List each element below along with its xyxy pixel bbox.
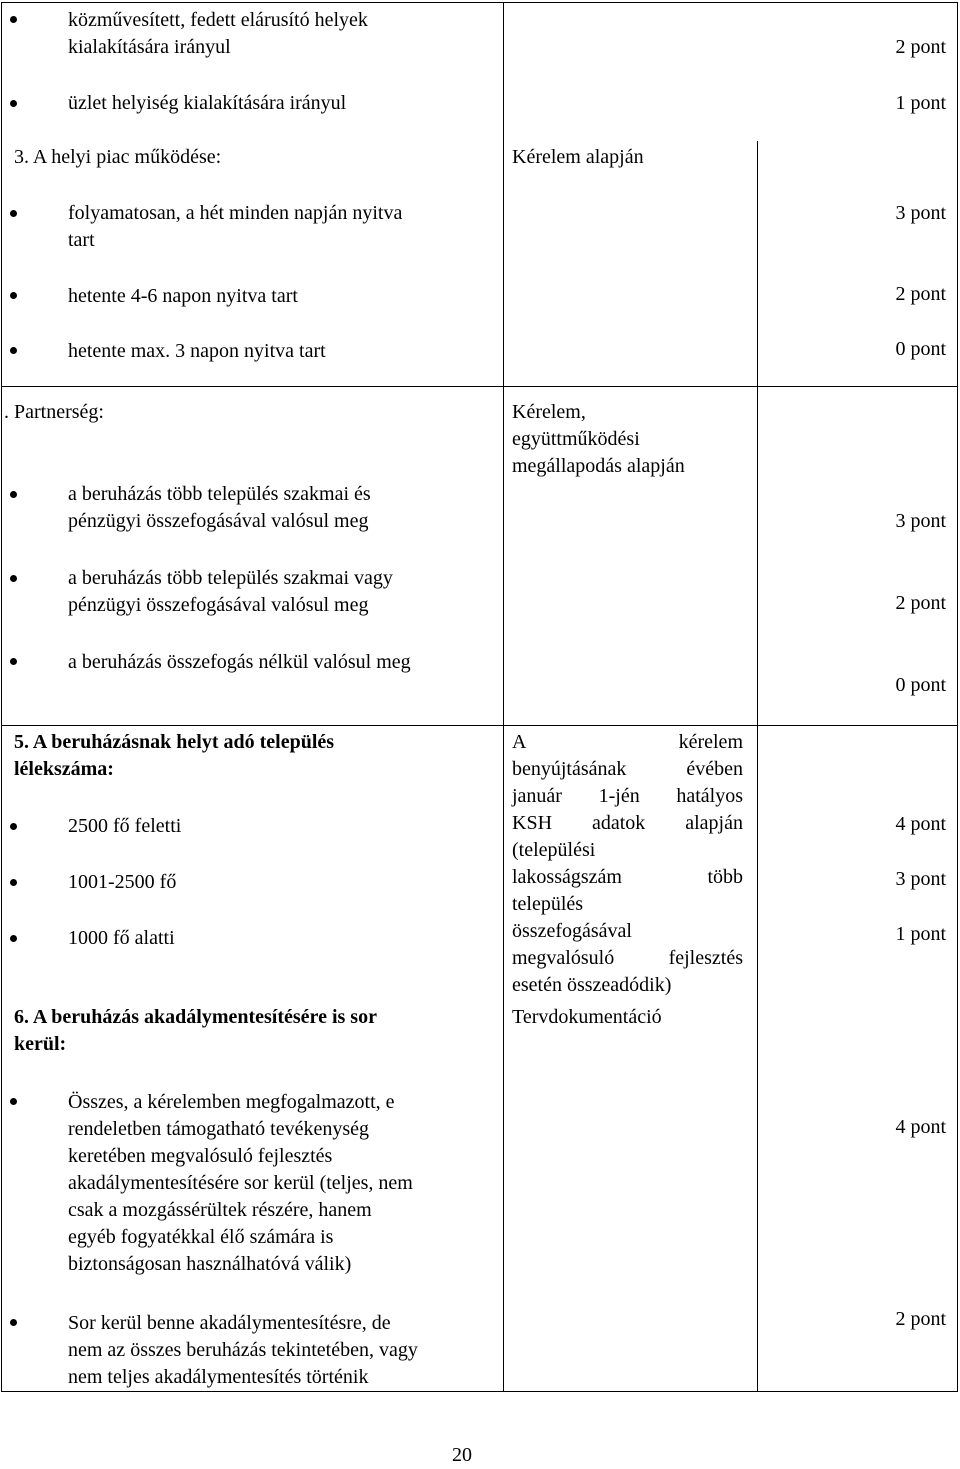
row-divider <box>1 725 958 726</box>
table-border-right <box>957 2 958 1392</box>
score-value: 0 pont <box>895 338 946 360</box>
score-value: 4 pont <box>895 813 946 835</box>
criterion-option: rendeletben támogatható tevékenység <box>68 1118 369 1140</box>
criterion-option: üzlet helyiség kialakítására irányul <box>68 92 347 114</box>
bullet-icon <box>10 823 17 830</box>
evaluation-method: esetén összeadódik) <box>512 974 672 996</box>
evaluation-method: Kérelem, <box>512 401 586 423</box>
score-value: 4 pont <box>895 1116 946 1138</box>
column-divider <box>503 2 504 1392</box>
evaluation-method: lakosságszám több <box>512 866 743 888</box>
score-value: 2 pont <box>895 283 946 305</box>
criterion-option: biztonságosan használhatóvá válik) <box>68 1253 352 1275</box>
evaluation-method: összefogásával <box>512 920 632 942</box>
table-border-top <box>1 2 958 3</box>
bullet-icon <box>10 491 17 498</box>
criterion-option: pénzügyi összefogásával valósul meg <box>68 594 369 616</box>
evaluation-method: megállapodás alapján <box>512 455 685 477</box>
table-border-left <box>1 2 2 1392</box>
criterion-option: 1000 fő alatti <box>68 927 175 949</box>
criterion-option: nem az összes beruházás tekintetében, vagy <box>68 1339 418 1361</box>
criterion-heading: lélekszáma: <box>14 758 114 780</box>
evaluation-method: megvalósuló fejlesztés <box>512 947 743 969</box>
criterion-option: pénzügyi összefogásával valósul meg <box>68 510 369 532</box>
criterion-heading: 6. A beruházás akadálymentesítésére is sor <box>14 1006 377 1028</box>
criterion-heading: . Partnerség: <box>4 401 104 423</box>
evaluation-method: település <box>512 893 584 915</box>
evaluation-method: Kérelem alapján <box>512 146 644 168</box>
bullet-icon <box>10 935 17 942</box>
evaluation-method: január 1-jén hatályos <box>512 785 743 807</box>
evaluation-method: KSH adatok alapján <box>512 812 743 834</box>
bullet-icon <box>10 1098 17 1105</box>
criterion-option: 1001-2500 fő <box>68 871 177 893</box>
criterion-option: nem teljes akadálymentesítés történik <box>68 1366 369 1388</box>
criterion-option: kialakítására irányul <box>68 36 231 58</box>
criterion-heading: kerül: <box>14 1033 67 1055</box>
evaluation-method: (települési <box>512 839 596 861</box>
score-value: 2 pont <box>895 1308 946 1330</box>
evaluation-method: A kérelem <box>512 731 743 753</box>
score-value: 3 pont <box>895 868 946 890</box>
score-value: 3 pont <box>895 510 946 532</box>
criterion-heading: 5. A beruházásnak helyt adó település <box>14 731 335 753</box>
score-value: 2 pont <box>895 36 946 58</box>
score-value: 1 pont <box>895 92 946 114</box>
criterion-option: 2500 fő feletti <box>68 815 182 837</box>
page-number: 20 <box>452 1444 472 1466</box>
criterion-option: a beruházás több település szakmai vagy <box>68 567 393 589</box>
bullet-icon <box>10 879 17 886</box>
bullet-icon <box>10 16 17 23</box>
criterion-option: akadálymentesítésére sor kerül (teljes, nem <box>68 1172 413 1194</box>
evaluation-method: Tervdokumentáció <box>512 1006 662 1028</box>
evaluation-method: együttműködési <box>512 428 640 450</box>
criterion-option: közművesített, fedett elárusító helyek <box>68 9 368 31</box>
criterion-option: csak a mozgássérültek részére, hanem <box>68 1199 372 1221</box>
bullet-icon <box>10 1319 17 1326</box>
evaluation-method: benyújtásának évében <box>512 758 743 780</box>
bullet-icon <box>10 347 17 354</box>
criterion-option: tart <box>68 229 95 251</box>
score-value: 1 pont <box>895 923 946 945</box>
criterion-option: hetente 4-6 napon nyitva tart <box>68 285 298 307</box>
column-divider <box>757 141 758 1392</box>
criterion-option: Sor kerül benne akadálymentesítésre, de <box>68 1312 391 1334</box>
criterion-option: keretében megvalósuló fejlesztés <box>68 1145 333 1167</box>
bullet-icon <box>10 210 17 217</box>
score-value: 0 pont <box>895 674 946 696</box>
criterion-option: a beruházás összefogás nélkül valósul meg <box>68 651 411 673</box>
bullet-icon <box>10 658 17 665</box>
criterion-heading: 3. A helyi piac működése: <box>14 146 222 168</box>
criterion-option: egyéb fogyatékkal élő számára is <box>68 1226 334 1248</box>
criterion-option: folyamatosan, a hét minden napján nyitva <box>68 202 403 224</box>
bullet-icon <box>10 100 17 107</box>
criterion-option: hetente max. 3 napon nyitva tart <box>68 340 326 362</box>
row-divider <box>1 386 958 387</box>
table-border-bottom <box>1 1391 958 1392</box>
criterion-option: Összes, a kérelemben megfogalmazott, e <box>68 1091 395 1113</box>
bullet-icon <box>10 292 17 299</box>
score-value: 3 pont <box>895 202 946 224</box>
criterion-option: a beruházás több település szakmai és <box>68 483 371 505</box>
score-value: 2 pont <box>895 592 946 614</box>
bullet-icon <box>10 575 17 582</box>
